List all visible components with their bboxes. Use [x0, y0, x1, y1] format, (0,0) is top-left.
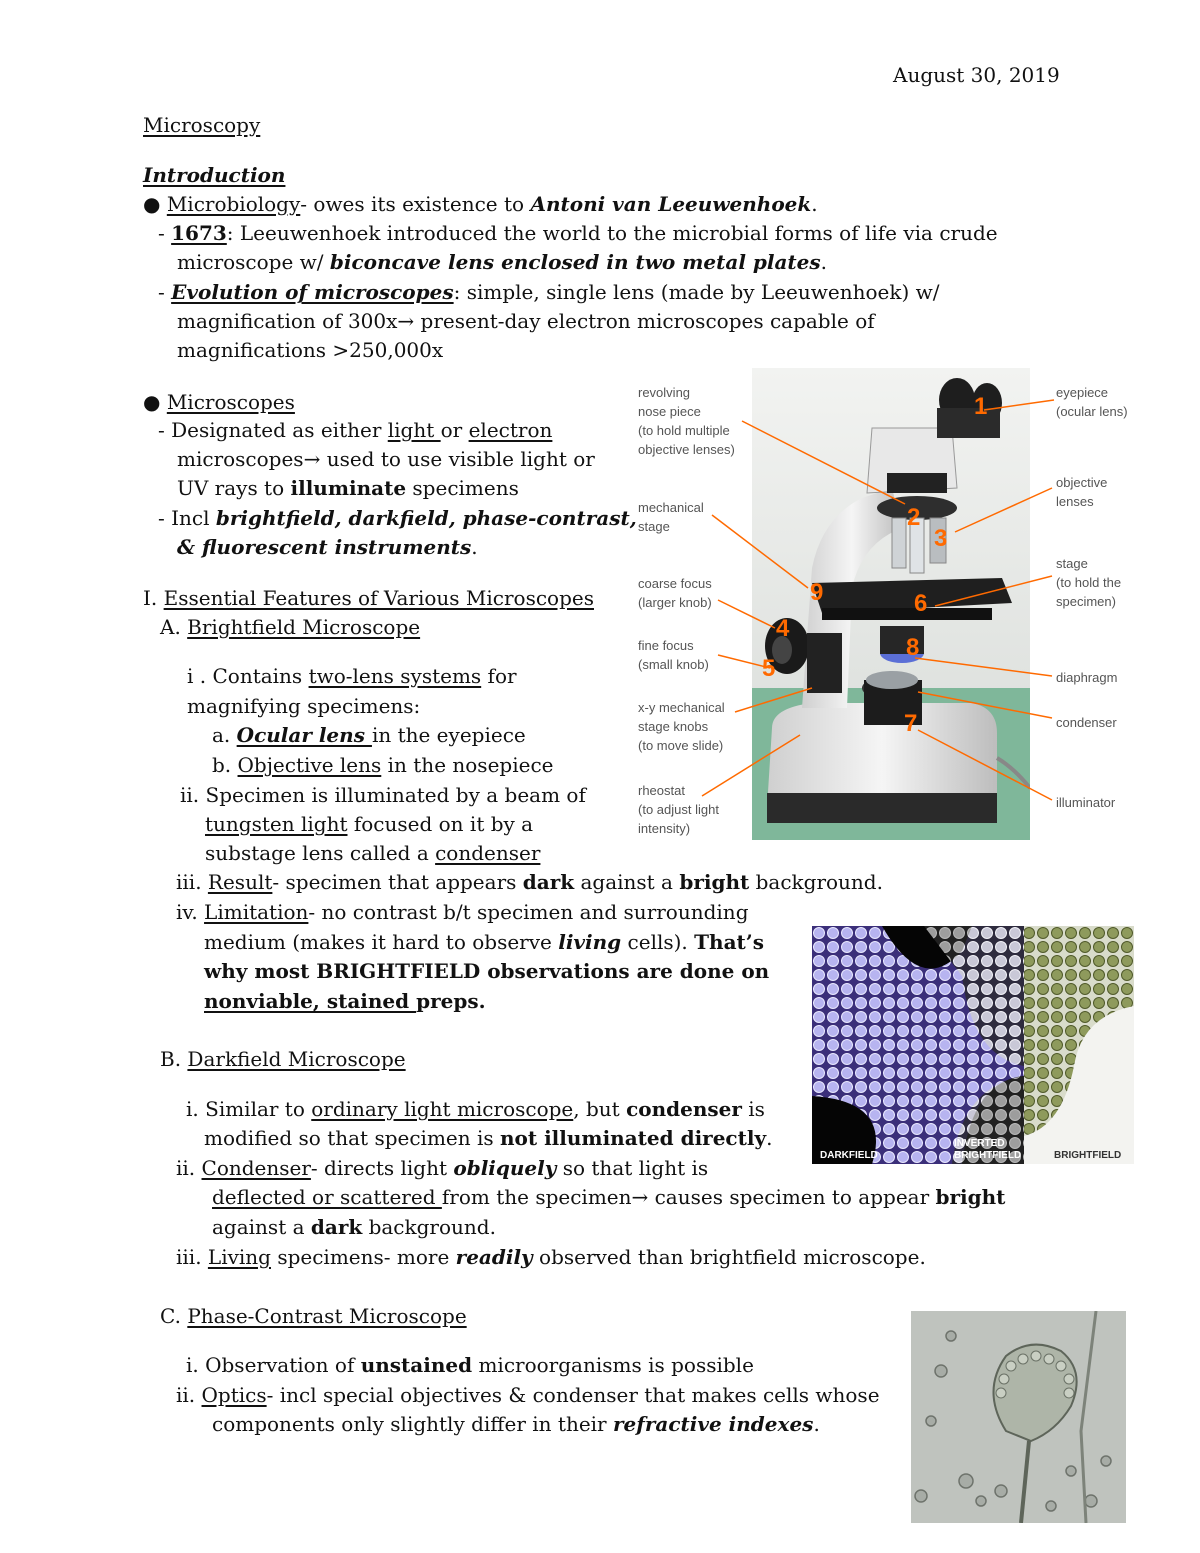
ocular-lens-term: Ocular lens [236, 723, 372, 747]
dark-term: dark [522, 870, 575, 894]
bright-term: bright [679, 870, 750, 894]
bf-ii-line3-text: substage lens called a [205, 841, 436, 865]
readily-term: readily [455, 1245, 533, 1269]
phase-letter: C. [160, 1304, 188, 1328]
bf-iv-line3: why most BRIGHTFIELD observations are done on [204, 959, 770, 983]
instrument-types: brightfield, darkfield, phase-contrast, [215, 506, 637, 530]
number-2: 2 [907, 504, 921, 531]
dash: - [158, 280, 165, 304]
df-dark-term: dark [310, 1215, 363, 1239]
optics-term: Optics [201, 1383, 267, 1407]
label-line: eyepiece [1056, 385, 1109, 400]
darkfield-comparison-image [812, 926, 1134, 1164]
result-term: Result [207, 870, 273, 894]
bf-iv-rest: - no contrast b/t specimen and surrounding [308, 900, 749, 924]
label-line: lenses [1056, 494, 1094, 509]
label-line: (small knob) [638, 657, 709, 672]
refractive-term: refractive indexes [612, 1412, 814, 1436]
label-revolving-nosepiece [638, 383, 735, 459]
section1-roman: I. [143, 586, 164, 610]
evolution-text: : simple, single lens (made by Leeuwenhoek) w/ [453, 280, 940, 304]
evolution-term: Evolution of microscopes [171, 280, 454, 304]
bf-iii-end: background. [749, 870, 883, 894]
item-1673-end: . [820, 250, 828, 274]
not-illuminated-term: not illuminated directly [500, 1126, 767, 1150]
illuminate-term: illuminate [290, 476, 407, 500]
item-1673-text: : Leeuwenhoek introduced the world to the microbial forms of life via crude [226, 221, 998, 245]
electron-term: electron [468, 418, 553, 442]
biconcave-lens: biconcave lens enclosed in two metal plates [329, 250, 821, 274]
uv-text: UV rays to [177, 476, 291, 500]
bullet-icon: ● [143, 192, 161, 216]
label-line: (ocular lens) [1056, 404, 1128, 419]
label-coarse-focus [638, 574, 712, 612]
limitation-term: Limitation [204, 900, 309, 924]
label-line: stage knobs [638, 719, 709, 734]
unstained-term: unstained [360, 1353, 473, 1377]
or-text: or [440, 418, 469, 442]
microbiology-term: Microbiology [166, 192, 301, 216]
label-condenser [1056, 713, 1117, 732]
df-ii-text3: against a [212, 1215, 311, 1239]
incl-text: Incl [171, 506, 216, 530]
label-line: (to adjust light [638, 802, 719, 817]
number-6: 6 [914, 590, 928, 617]
phase-title: Phase-Contrast Microscope [187, 1304, 467, 1328]
ordinary-light-term: ordinary light microscope [311, 1097, 574, 1121]
living-term-2: Living [207, 1245, 271, 1269]
phase-contrast-illustration [911, 1311, 1126, 1523]
brightfield-title: Brightfield Microscope [187, 615, 421, 639]
label-fine-focus [638, 636, 709, 674]
caption-inverted: INVERTED [954, 1138, 1005, 1149]
label-objective-lenses [1056, 473, 1107, 511]
bf-ii-rest: focused on it by a [347, 812, 534, 836]
condenser-term: condenser [435, 841, 541, 865]
label-line: (to hold the [1056, 575, 1122, 590]
label-xy-stage-knobs [638, 698, 725, 755]
df-iii-text: specimens- more [270, 1245, 456, 1269]
caption-brightfield: BRIGHTFIELD [1054, 1150, 1122, 1161]
designated-line2: microscopes→ used to use visible light or [177, 447, 595, 471]
label-line: (larger knob) [638, 595, 712, 610]
number-1: 1 [974, 393, 988, 420]
pc-ii-rest: - incl special objectives & condenser that makes cells whose [266, 1383, 880, 1407]
label-line: diaphragm [1056, 670, 1118, 685]
label-line: revolving [638, 385, 691, 400]
bf-a-prefix: a. [212, 723, 237, 747]
df-i-end: is [741, 1097, 765, 1121]
evolution-line2: magnification of 300x→ present-day electron microscopes capable of [177, 309, 875, 333]
phase-contrast-image [911, 1311, 1126, 1523]
df-ii-text: - directs light [310, 1156, 454, 1180]
microbiology-rest: - owes its existence to [300, 192, 531, 216]
label-line: objective [1056, 475, 1108, 490]
bf-iv-mid: cells). [621, 930, 695, 954]
bf-i-line2: magnifying specimens: [187, 694, 421, 718]
df-ii-prefix: ii. [176, 1156, 202, 1180]
df-i-text: i. Similar to [186, 1097, 312, 1121]
intro-heading: Introduction [143, 163, 286, 187]
df-condenser-term: condenser [626, 1097, 742, 1121]
page-title: Microscopy [143, 113, 261, 137]
label-line: intensity) [638, 821, 691, 836]
pc-ii-text2: components only slightly differ in their [212, 1412, 613, 1436]
item-1673-text2: microscope w/ [177, 250, 330, 274]
label-line: mechanical [638, 500, 704, 515]
objective-lens-term: Objective lens [237, 753, 382, 777]
df-iii-end: observed than brightfield microscope. [532, 1245, 926, 1269]
label-line: condenser [1056, 715, 1117, 730]
light-term: light [387, 418, 441, 442]
bullet-icon: ● [143, 390, 161, 414]
label-line: objective lenses) [638, 442, 735, 457]
document-date: August 30, 2019 [893, 63, 1060, 87]
fluorescent-instruments: & fluorescent instruments [177, 535, 472, 559]
uv-end: specimens [406, 476, 519, 500]
year-1673: 1673 [171, 221, 227, 245]
deflected-term: deflected or scattered [212, 1185, 442, 1209]
bf-i-rest: for [481, 664, 517, 688]
dash: - [158, 506, 165, 530]
designated-text: Designated as either [171, 418, 388, 442]
df-bright-term: bright [935, 1185, 1006, 1209]
label-illuminator [1056, 793, 1115, 812]
label-line: x-y mechanical [638, 700, 725, 715]
darkfield-letter: B. [160, 1047, 188, 1071]
df-i-mid: , but [573, 1097, 627, 1121]
dash: - [158, 221, 165, 245]
section1-title: Essential Features of Various Microscopes [163, 586, 594, 610]
incl-end: . [471, 535, 478, 559]
label-line: nose piece [638, 404, 701, 419]
label-line: stage [638, 519, 670, 534]
living-term: living [558, 930, 622, 954]
label-line: coarse focus [638, 576, 712, 591]
bf-iii-prefix: iii. [176, 870, 208, 894]
bf-a-rest: in the eyepiece [371, 723, 526, 747]
label-line: fine focus [638, 638, 694, 653]
number-8: 8 [906, 634, 920, 661]
two-lens-term: two-lens systems [308, 664, 482, 688]
pc-ii-end: . [813, 1412, 820, 1436]
label-line: rheostat [638, 783, 685, 798]
bf-iv-prefix: iv. [176, 900, 205, 924]
bf-b-prefix: b. [212, 753, 238, 777]
label-line: illuminator [1056, 795, 1116, 810]
tungsten-light-term: tungsten light [205, 812, 348, 836]
number-3: 3 [934, 525, 948, 552]
number-9: 9 [810, 579, 824, 606]
microscopes-term: Microscopes [166, 390, 295, 414]
evolution-line3: magnifications >250,000x [177, 338, 444, 362]
label-line: specimen) [1056, 594, 1116, 609]
bf-iv-thats: That’s [694, 930, 764, 954]
df-ii-text2: from the specimen→ causes specimen to appear [441, 1185, 936, 1209]
caption-inverted-brightfield: BRIGHTFIELD [954, 1150, 1022, 1161]
bf-ii-line1: ii. Specimen is illuminated by a beam of [180, 783, 586, 807]
bf-iv-text: medium (makes it hard to observe [204, 930, 559, 954]
bf-i-text: i . Contains [187, 664, 309, 688]
bf-b-rest: in the nosepiece [381, 753, 554, 777]
label-line: (to move slide) [638, 738, 724, 753]
df-ii-end3: background. [362, 1215, 496, 1239]
microbiology-end: . [811, 192, 818, 216]
pc-ii-prefix: ii. [176, 1383, 202, 1407]
comparison-illustration [812, 926, 1134, 1164]
leeuwenhoek-name: Antoni van Leeuwenhoek [530, 192, 812, 216]
bf-iii-text2: against a [574, 870, 680, 894]
df-ii-end: so that light is [556, 1156, 709, 1180]
number-5: 5 [762, 655, 776, 682]
label-diaphragm [1056, 668, 1117, 687]
label-mechanical-stage [638, 498, 704, 536]
df-iii-prefix: iii. [176, 1245, 208, 1269]
caption-darkfield: DARKFIELD [820, 1150, 878, 1161]
brightfield-letter: A. [160, 615, 188, 639]
label-line: (to hold multiple [638, 423, 730, 438]
number-4: 4 [776, 615, 790, 642]
pc-i-end: microorganisms is possible [472, 1353, 754, 1377]
label-line: stage [1056, 556, 1088, 571]
label-stage [1056, 554, 1121, 611]
df-i-text2: modified so that specimen is [204, 1126, 500, 1150]
bf-iv-end: preps. [416, 989, 486, 1013]
df-i-end2: . [766, 1126, 773, 1150]
bf-iii-text: - specimen that appears [272, 870, 523, 894]
pc-i-text: i. Observation of [186, 1353, 361, 1377]
number-7: 7 [904, 710, 918, 737]
obliquely-term: obliquely [453, 1156, 557, 1180]
label-eyepiece [1056, 383, 1128, 421]
condenser-term-2: Condenser [201, 1156, 311, 1180]
label-rheostat [638, 781, 719, 838]
darkfield-title: Darkfield Microscope [187, 1047, 406, 1071]
dash: - [158, 418, 165, 442]
nonviable-term: nonviable, stained [204, 989, 417, 1013]
